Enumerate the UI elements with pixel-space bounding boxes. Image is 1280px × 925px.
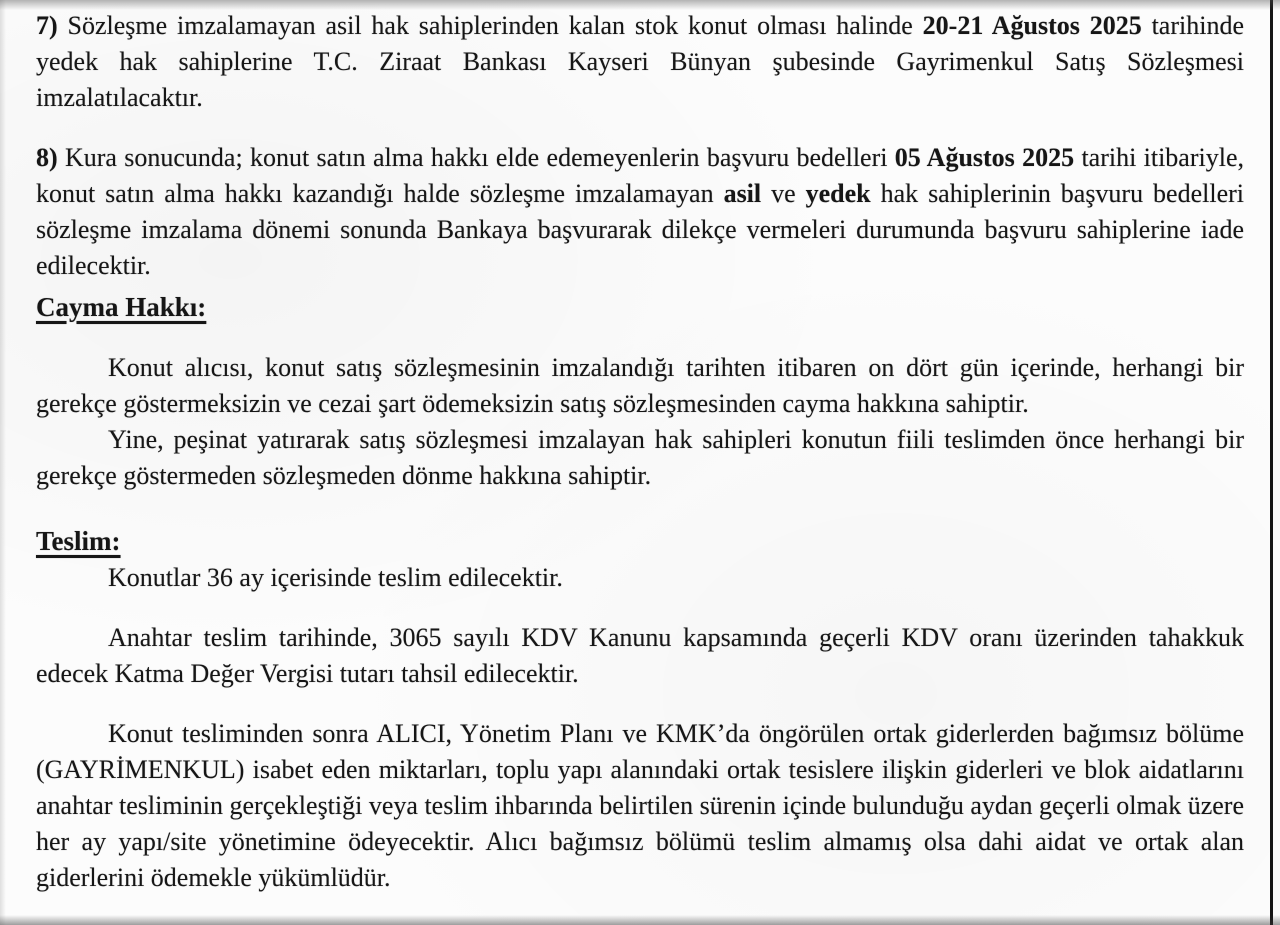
blank-line: [36, 116, 1244, 140]
teslim-para-3: [36, 716, 1244, 896]
text-run: Kura sonucunda; konut satın alma hakkı elde edemeyenlerin başvuru bedelleri: [64, 143, 895, 172]
page-right-border: [1270, 0, 1273, 925]
bold-text-run: yedek: [805, 179, 871, 208]
cayma-para-2: [36, 422, 1244, 494]
heading-cayma-hakki: [36, 288, 1244, 326]
teslim-para-2: [36, 620, 1244, 692]
text-run: tarihinde yedek hak sahiplerine T.C. Ziraat Bankası Kayseri Bünyan şubesinde Gayrimenkul Satış Sözleşmesi imzalatılacaktır.: [36, 11, 1244, 112]
bold-text-run: 8): [36, 143, 65, 172]
bold-text-run: 20-21 Ağustos 2025: [922, 11, 1142, 40]
blank-line: [36, 596, 1244, 620]
bold-text-run: 7): [36, 11, 68, 40]
bold-text-run: Teslim:: [36, 526, 121, 556]
text-run: Yine, peşinat yatırarak satış sözleşmesi imzalayan hak sahipleri konutun fiili teslimden önce herhangi bir gerekçe göstermeden sözleşmeden dönme hakkına sahiptir.: [36, 425, 1244, 490]
heading-teslim: [36, 522, 1244, 560]
text-run: Anahtar teslim tarihinde, 3065 sayılı KDV Kanunu kapsamında geçerli KDV oranı üzerinden tahakkuk edecek Katma Değer Vergisi tutarı tahsil edilecektir.: [36, 623, 1244, 688]
text-run: Konut alıcısı, konut satış sözleşmesinin imzalandığı tarihten itibaren on dört gün içerinde, herhangi bir gerekçe göstermeksizin ve cezai şart ödemeksizin satış sözleşmesinden cayma hakkına sahiptir.: [36, 353, 1244, 418]
bold-text-run: asil: [723, 179, 762, 208]
bold-text-run: Cayma Hakkı:: [36, 292, 207, 322]
document-body: [36, 8, 1244, 896]
text-run: ve: [761, 179, 806, 208]
cayma-para-1: [36, 350, 1244, 422]
text-run: Konut tesliminden sonra ALICI, Yönetim Planı ve KMK’da öngörülen ortak giderlerden bağımsız bölüme (GAYRİMENKUL) isabet eden miktarları, toplu yapı alanındaki ortak tesislere ilişkin giderleri ve blok aidatlarını anahtar tesliminin gerçekleştiği veya teslim ihbarında belirtilen sürenin içinde bulunduğu aydan geçerli olmak üzere her ay yapı/site yönetimine ödeyecektir. Alıcı bağımsız bölümü teslim almamış olsa dahi aidat ve ortak alan giderlerini ödemekle yükümlüdür.: [36, 719, 1244, 892]
teslim-para-1: [36, 560, 1244, 596]
blank-line: [36, 494, 1244, 518]
bold-text-run: 05 Ağustos 2025: [894, 143, 1075, 172]
text-run: Sözleşme imzalamayan asil hak sahiplerinden kalan stok konut olması halinde: [67, 11, 923, 40]
clause-7: [36, 8, 1244, 116]
scan-artifact-left: [0, 0, 6, 925]
clause-8: [36, 140, 1244, 284]
blank-line: [36, 326, 1244, 350]
text-run: tarihi itibariyle, konut satın alma hakkı kazandığı halde sözleşme imzalamayan: [36, 143, 1244, 208]
text-run: Konutlar 36 ay içerisinde teslim edilecektir.: [108, 563, 563, 592]
scan-artifact-bottom: [0, 915, 1280, 925]
text-run: hak sahiplerinin başvuru bedelleri sözleşme imzalama dönemi sonunda Bankaya başvurarak dilekçe vermeleri durumunda başvuru sahiplerine iade edilecektir.: [36, 179, 1245, 280]
blank-line: [36, 692, 1244, 716]
